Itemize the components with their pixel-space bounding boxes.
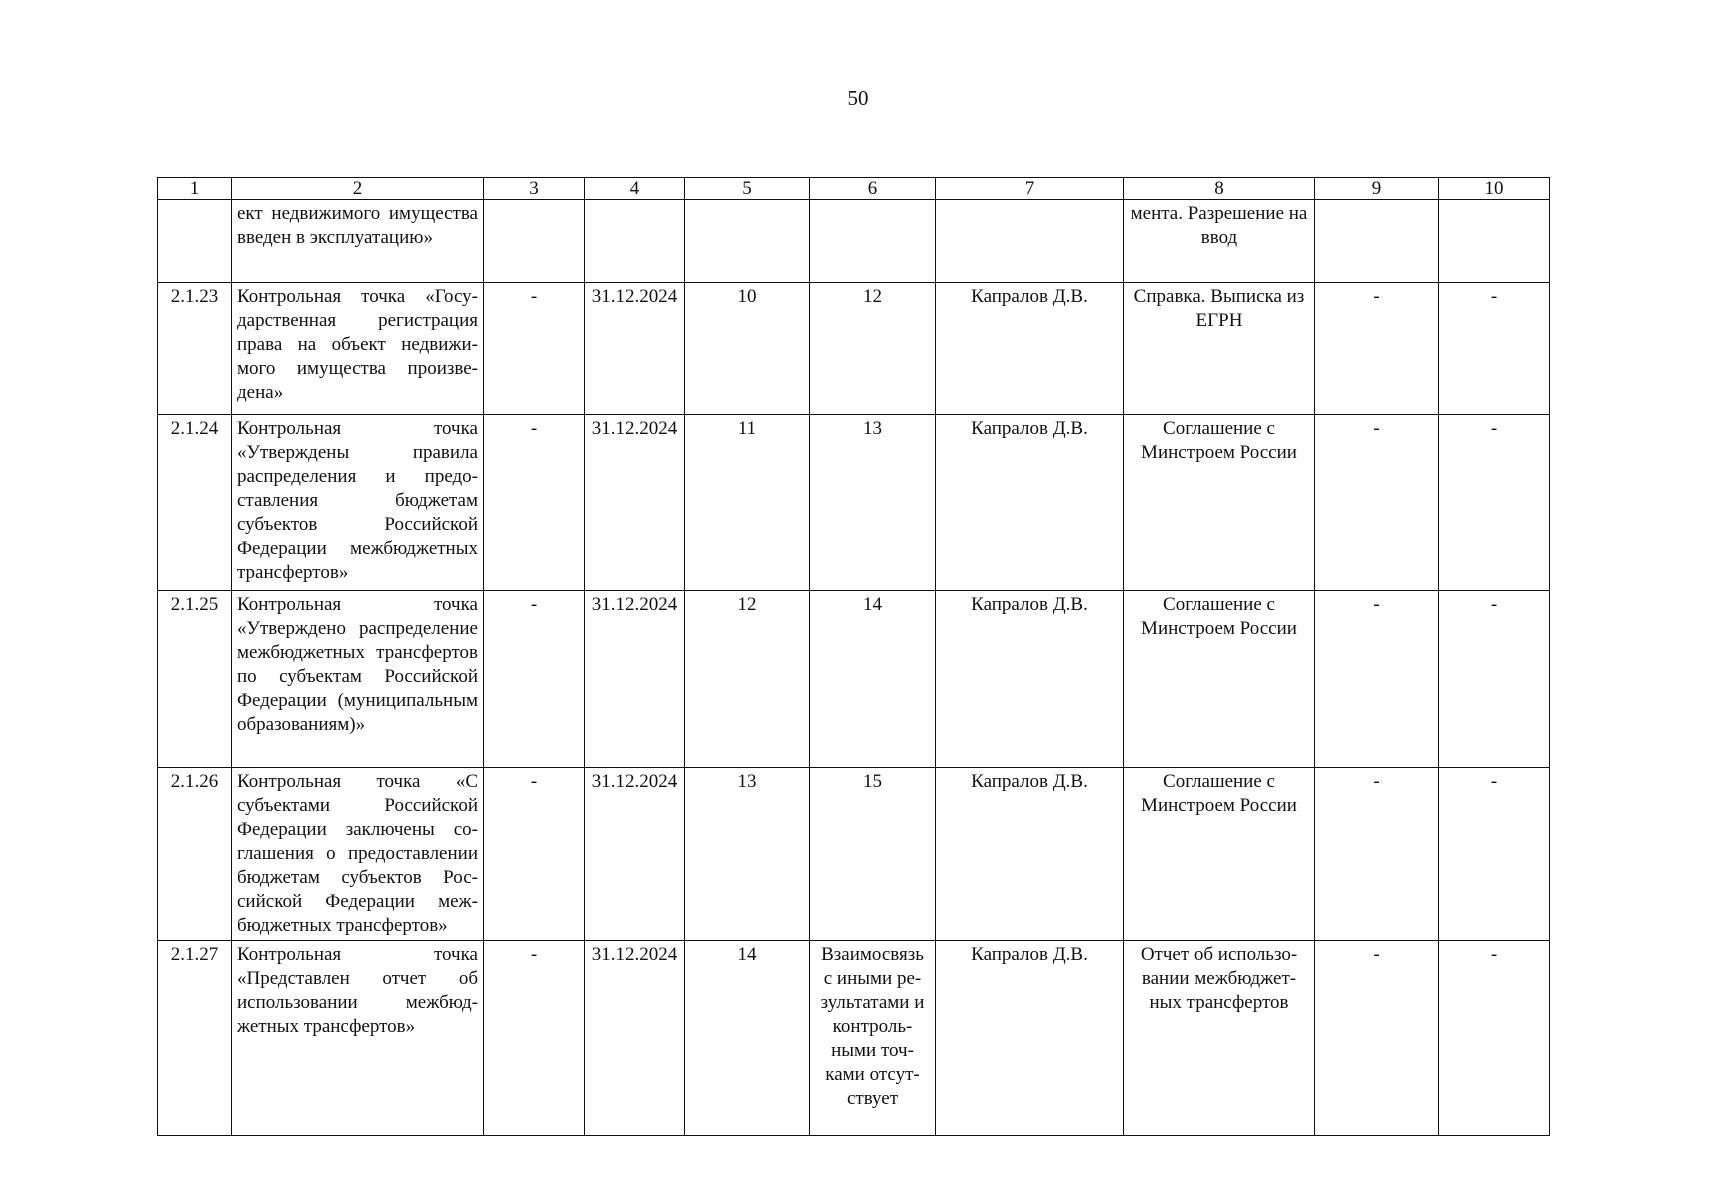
- cell-description: Контрольная точка «Представлен отчет об использовании межбюджетных трансфертов»: [232, 941, 484, 1136]
- column-header-7: 7: [936, 178, 1124, 200]
- cell-date: 31.12.2024: [585, 941, 685, 1136]
- column-header-2: 2: [232, 178, 484, 200]
- cell-col9: -: [1315, 283, 1439, 415]
- cell-document: Соглашение с Минстроем России: [1124, 591, 1315, 768]
- table-row: [158, 768, 1550, 941]
- cell-col5: 10: [685, 283, 810, 415]
- cell-col10: -: [1439, 415, 1550, 591]
- cell-col9: -: [1315, 591, 1439, 768]
- cell-col6: Взаимосвязь с иными результатами и контрольными точками отсутствует: [810, 941, 936, 1136]
- cell-date: 31.12.2024: [585, 768, 685, 941]
- cell-responsible: Капралов Д.В.: [936, 591, 1124, 768]
- cell-number: 2.1.24: [158, 415, 232, 591]
- cell-date: 31.12.2024: [585, 283, 685, 415]
- cell-description: Контрольная точка «Утверждены правила распределения и предоставления бюджетам субъектов Российской Федерации межбюджетных трансфертов»: [232, 415, 484, 591]
- cell-col6: 15: [810, 768, 936, 941]
- cell-description: Контрольная точка «Утверждено распределение межбюджетных трансфертов по субъектам Российской Федерации (муниципальным образованиям)»: [232, 591, 484, 768]
- table-row: [158, 415, 1550, 591]
- cell-col9: -: [1315, 768, 1439, 941]
- cell-number: 2.1.27: [158, 941, 232, 1136]
- cell-number: 2.1.26: [158, 768, 232, 941]
- column-header-8: 8: [1124, 178, 1315, 200]
- cell-col9: -: [1315, 941, 1439, 1136]
- cell-col3: -: [484, 283, 585, 415]
- cell-col9: [1315, 200, 1439, 283]
- cell-col5: 12: [685, 591, 810, 768]
- cell-col6: [810, 200, 936, 283]
- control-points-table: [157, 177, 1550, 1136]
- cell-col4: [585, 200, 685, 283]
- cell-description: Контрольная точка «С субъектами Российской Федерации заключены соглашения о предоставлении бюджетам субъектов Российской Федерации межбюджетных трансфертов»: [232, 768, 484, 941]
- cell-col6: 12: [810, 283, 936, 415]
- column-header-6: 6: [810, 178, 936, 200]
- column-header-1: 1: [158, 178, 232, 200]
- column-header-10: 10: [1439, 178, 1550, 200]
- cell-col5: [685, 200, 810, 283]
- column-header-5: 5: [685, 178, 810, 200]
- cell-col10: -: [1439, 941, 1550, 1136]
- table-row: [158, 591, 1550, 768]
- cell-col3: -: [484, 768, 585, 941]
- cell-col10: -: [1439, 591, 1550, 768]
- cell-col10: -: [1439, 768, 1550, 941]
- cell-responsible: Капралов Д.В.: [936, 283, 1124, 415]
- cell-col3: -: [484, 415, 585, 591]
- cell-document: Отчет об использовании межбюджетных трансфертов: [1124, 941, 1315, 1136]
- cell-responsible: Капралов Д.В.: [936, 768, 1124, 941]
- cell-responsible: Капралов Д.В.: [936, 415, 1124, 591]
- cell-number: 2.1.25: [158, 591, 232, 768]
- column-header-9: 9: [1315, 178, 1439, 200]
- cell-document: Соглашение с Минстроем России: [1124, 415, 1315, 591]
- cell-col6: 14: [810, 591, 936, 768]
- cell-col7: [936, 200, 1124, 283]
- cell-col3: [484, 200, 585, 283]
- cell-col10: -: [1439, 283, 1550, 415]
- column-header-3: 3: [484, 178, 585, 200]
- cell-col3: -: [484, 591, 585, 768]
- cell-date: 31.12.2024: [585, 415, 685, 591]
- cell-col6: 13: [810, 415, 936, 591]
- cell-document: Соглашение с Минстроем России: [1124, 768, 1315, 941]
- cell-col5: 14: [685, 941, 810, 1136]
- cell-description: ект недвижимого имущества введен в эксплуатацию»: [232, 200, 484, 283]
- cell-document: мента. Разрешение на ввод: [1124, 200, 1315, 283]
- cell-number: 2.1.23: [158, 283, 232, 415]
- cell-description: Контрольная точка «Государственная регистрация права на объект недвижимого имущества произведена»: [232, 283, 484, 415]
- cell-col9: -: [1315, 415, 1439, 591]
- page-number: 50: [847, 86, 869, 110]
- cell-col3: -: [484, 941, 585, 1136]
- table-row: [158, 283, 1550, 415]
- cell-responsible: Капралов Д.В.: [936, 941, 1124, 1136]
- cell-col5: 11: [685, 415, 810, 591]
- table-row-continuation: [158, 200, 1550, 283]
- table-row: [158, 941, 1550, 1136]
- cell-col10: [1439, 200, 1550, 283]
- column-header-4: 4: [585, 178, 685, 200]
- cell-col5: 13: [685, 768, 810, 941]
- cell-date: 31.12.2024: [585, 591, 685, 768]
- cell-number: [158, 200, 232, 283]
- cell-document: Справка. Выписка из ЕГРН: [1124, 283, 1315, 415]
- column-number-header-row: [158, 178, 1550, 200]
